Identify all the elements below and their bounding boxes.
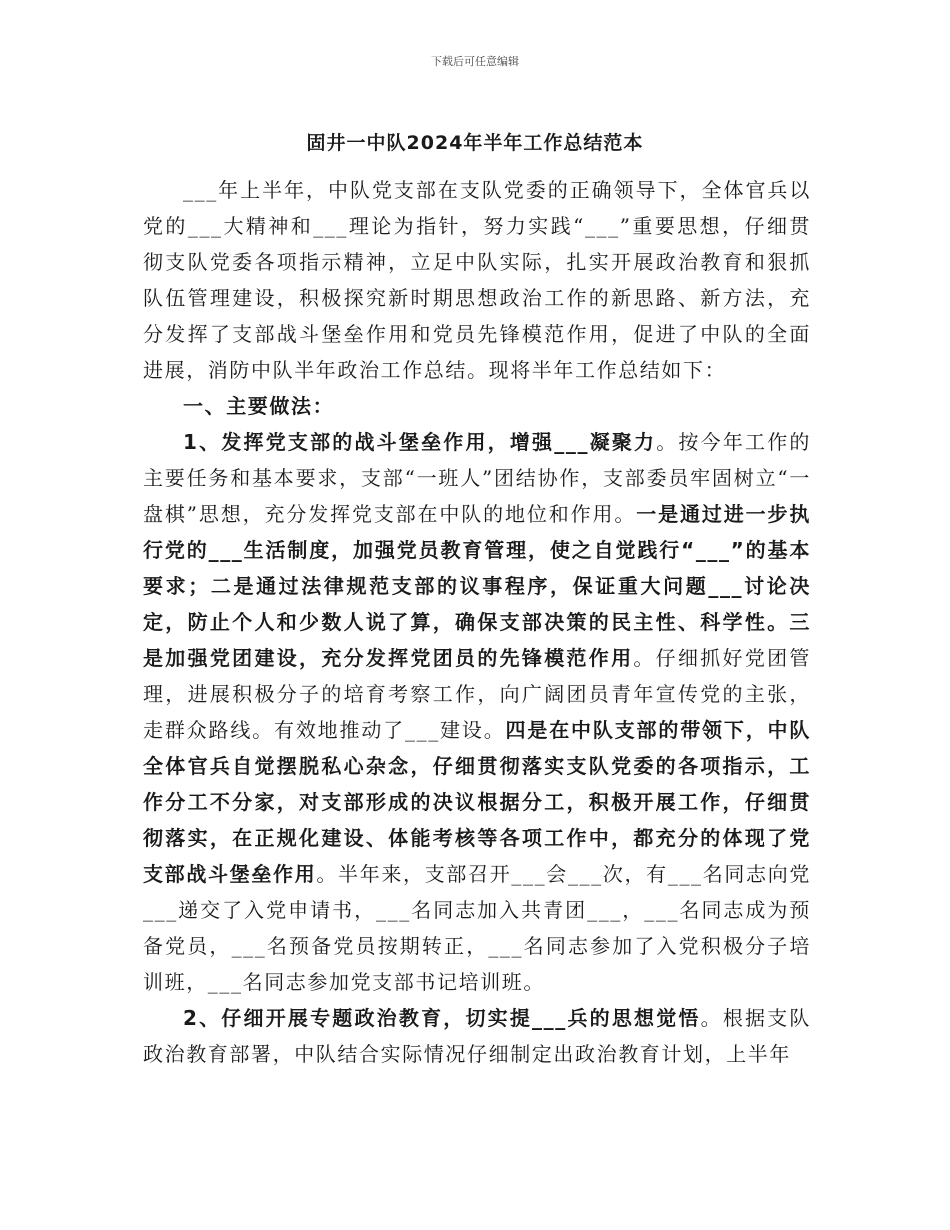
paragraph-1-text-b: 。仔细抓好党团管理，进展积极分子的培育考察工作，向广阔团员青年宣传党的主张，走群众路线。有效地推动了___建设。: [143, 646, 811, 742]
paragraph-2-text-a: 。根据支队政治教育部署，中队结合实际情况仔细制定出政治教育计划，上半年: [143, 1006, 812, 1066]
paragraph-1-bold-c: 四是在中队支部的带领下，中队全体官兵自觉摆脱私心杂念，仔细贯彻落实支队党委的各项指示，工作分工不分家，对支部形成的决议根据分工，积极开展工作，仔细贯彻落实，在正规化建设、体能考核等各项工作中，都充分的体现了党支部战斗堡垒作用: [143, 718, 811, 886]
paragraph-2: [143, 1000, 811, 1072]
paragraph-1-text-a: 。按今年工作的主要任务和基本要求，支部“一班人”团结协作，支部委员牢固树立“一盘棋”思想，充分发挥党支部在中队的地位和作用。: [143, 430, 812, 526]
paragraph-1: [143, 424, 811, 1000]
paragraph-2-bold-lead: 2、仔细开展专题政治教育，切实提___兵的思想觉悟: [183, 1006, 701, 1030]
paragraph-1-text-c: 。半年来，支部召开___会___次，有___名同志向党___递交了入党申请书，___名同志加入共青团___，___名同志成为预备党员，___名预备党员按期转正，___名同志参加了入党积极分子培训班，___名同志参加党支部书记培训班。: [143, 862, 811, 994]
header-note: 下载后可任意编辑: [431, 55, 519, 68]
paragraph-1-bold-b: 一是通过进一步执行党的___生活制度，加强党员教育管理，使之自觉践行“___”的基本要求；二是通过法律规范支部的议事程序，保证重大问题___讨论决定，防止个人和少数人说了算，确保支部决策的民主性、科学性。三是加强党团建设，充分发挥党团员的先锋模范作用: [143, 502, 811, 670]
document-title: 固井一中队2024年半年工作总结范本: [306, 132, 644, 154]
section-heading: 一、主要做法：: [183, 394, 335, 418]
document-body: [143, 172, 811, 1072]
intro-paragraph: ___年上半年，中队党支部在支队党委的正确领导下，全体官兵以党的___大精神和___理论为指针，努力实践“___”重要思想，仔细贯彻支队党委各项指示精神，立足中队实际，扎实开展政治教育和狠抓队伍管理建设，积极探究新时期思想政治工作的新思路、新方法，充分发挥了支部战斗堡垒作用和党员先锋模范作用，促进了中队的全面进展，消防中队半年政治工作总结。现将半年工作总结如下：: [143, 178, 811, 382]
paragraph-1-bold-lead: 1、发挥党支部的战斗堡垒作用，增强___凝聚力: [183, 430, 657, 454]
